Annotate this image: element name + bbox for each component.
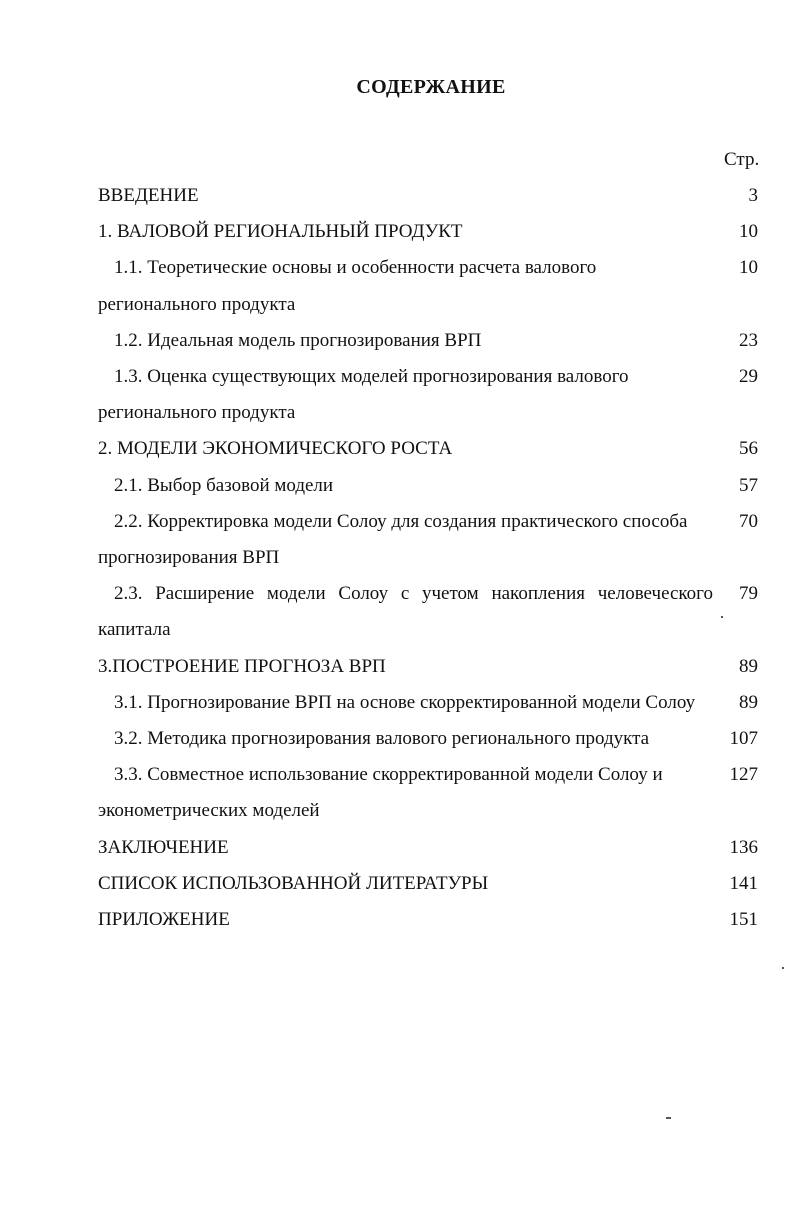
toc-entry-page: 89 [739, 655, 758, 677]
toc-entry-text: 1. ВАЛОВОЙ РЕГИОНАЛЬНЫЙ ПРОДУКТ [98, 221, 463, 243]
toc-entry-page: 136 [729, 836, 758, 858]
toc-entry [0, 902, 798, 938]
toc-entry-text: 3.ПОСТРОЕНИЕ ПРОГНОЗА ВРП [98, 655, 386, 677]
toc-entry-page: 151 [729, 909, 758, 931]
toc-entry [0, 250, 798, 322]
toc-entry-page: 89 [739, 691, 758, 713]
toc-entry-page: 79 [739, 583, 758, 605]
toc-entry-text: 1.2. Идеальная модель прогнозирования ВРП [114, 329, 482, 351]
toc-entry-text: ЗАКЛЮЧЕНИЕ [98, 836, 229, 858]
scan-speck [782, 967, 784, 969]
toc-entry [0, 504, 798, 576]
toc-entry [0, 178, 798, 214]
toc-entry [0, 757, 798, 829]
toc-entry-page: 3 [748, 185, 758, 206]
toc-entry-page: 10 [739, 257, 758, 279]
toc-entry [0, 685, 798, 721]
toc-entry-text: ВВЕДЕНИЕ [98, 185, 199, 206]
toc-entry [0, 830, 798, 866]
toc-entry-page: 57 [739, 474, 758, 496]
toc-entry [0, 359, 798, 431]
toc-entry-text: 3.2. Методика прогнозирования валового регионального продукта [114, 728, 650, 750]
toc-entry-text: 2.2. Корректировка модели Солоу для создания практического способа прогнозирования ВРП [98, 510, 688, 569]
toc-entry-text: СПИСОК ИСПОЛЬЗОВАННОЙ ЛИТЕРАТУРЫ [98, 872, 489, 894]
toc-entry-text: 3.1. Прогнозирование ВРП на основе скорректированной модели Солоу [114, 691, 696, 713]
toc-entry-page: 10 [739, 221, 758, 243]
toc-entry-page: 127 [729, 764, 758, 786]
table-of-contents [0, 178, 798, 938]
toc-entry-page: 70 [739, 510, 758, 532]
toc-entry-page: 141 [729, 872, 758, 894]
toc-entry [0, 468, 798, 504]
toc-entry [0, 649, 798, 685]
toc-entry [0, 214, 798, 250]
toc-entry-page: 29 [739, 366, 758, 388]
toc-entry-text: 1.3. Оценка существующих моделей прогнозирования валового регионального продукта [98, 366, 629, 424]
toc-entry-page: 107 [729, 728, 758, 750]
page-column-label: Стр. [724, 149, 760, 170]
toc-entry-page: 56 [739, 438, 758, 460]
toc-entry-text: 2.1. Выбор базовой модели [114, 474, 334, 496]
toc-entry-text: 2.3. Расширение модели Солоу с учетом накопления человеческого капитала [98, 583, 713, 641]
toc-entry [0, 721, 798, 757]
toc-entry-text: 1.1. Теоретические основы и особенности расчета валового регионального продукта [98, 257, 597, 315]
toc-title: СОДЕРЖАНИЕ [356, 76, 506, 98]
toc-entry-page: 23 [739, 329, 758, 351]
toc-entry [0, 431, 798, 467]
scan-speck [721, 616, 723, 618]
toc-entry [0, 323, 798, 359]
scan-speck [666, 1117, 671, 1119]
toc-entry-text: 3.3. Совместное использование скорректированной модели Солоу и эконометрических моделей [98, 764, 663, 822]
toc-entry-text: 2. МОДЕЛИ ЭКОНОМИЧЕСКОГО РОСТА [98, 438, 453, 460]
toc-entry-text: ПРИЛОЖЕНИЕ [98, 909, 230, 931]
toc-entry [0, 866, 798, 902]
toc-entry [0, 576, 798, 648]
